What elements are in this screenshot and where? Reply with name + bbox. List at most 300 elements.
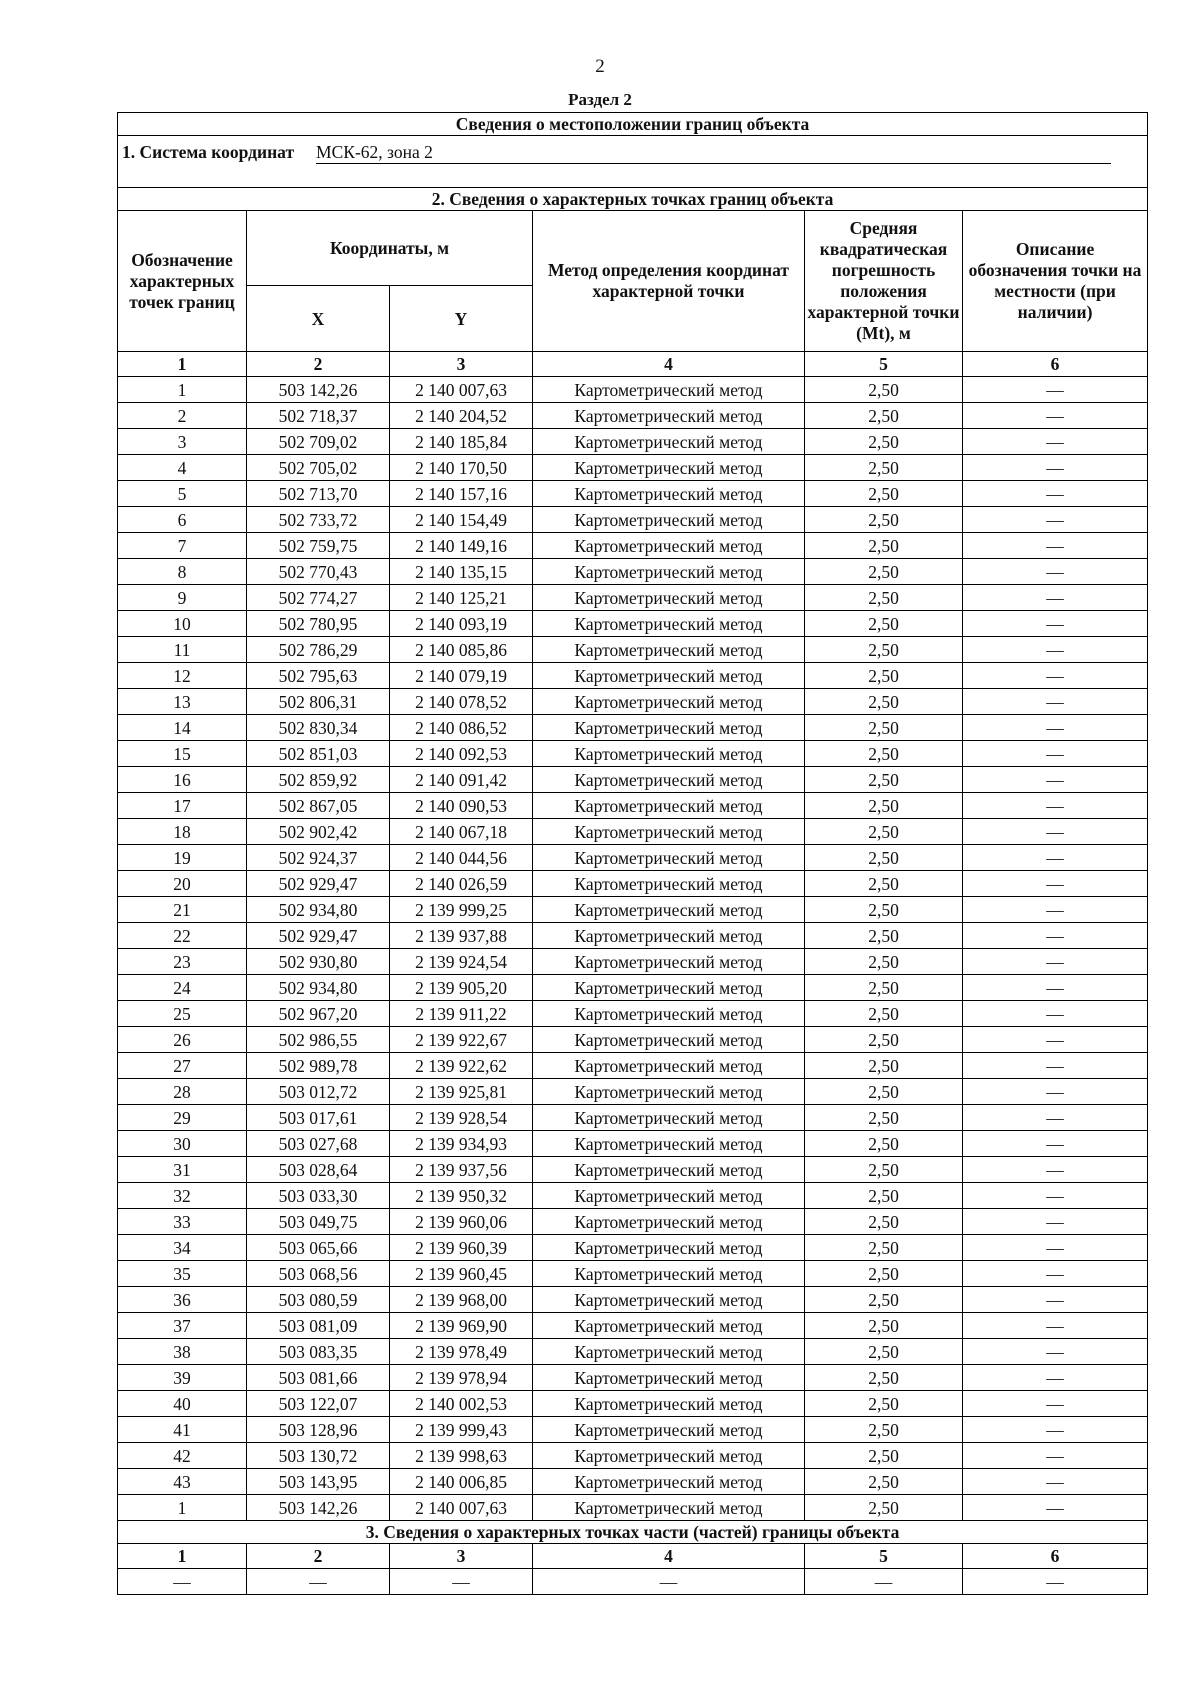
point-method: Картометрический метод <box>533 1287 805 1313</box>
point-error: 2,50 <box>805 1417 963 1443</box>
point-x: 502 713,70 <box>247 481 390 507</box>
point-x: 502 786,29 <box>247 637 390 663</box>
point-description: — <box>963 1495 1148 1521</box>
point-y: 2 139 960,39 <box>390 1235 533 1261</box>
point-method: Картометрический метод <box>533 767 805 793</box>
point-description: — <box>963 845 1148 871</box>
table-row <box>118 429 1148 455</box>
point-description: — <box>963 1053 1148 1079</box>
point-description: — <box>963 1183 1148 1209</box>
table-row <box>118 715 1148 741</box>
point-method: Картометрический метод <box>533 481 805 507</box>
point-description: — <box>963 481 1148 507</box>
point-error: 2,50 <box>805 871 963 897</box>
point-method: Картометрический метод <box>533 975 805 1001</box>
point-number: 18 <box>118 819 247 845</box>
point-number: 36 <box>118 1287 247 1313</box>
point-description: — <box>963 507 1148 533</box>
point-x: 503 028,64 <box>247 1157 390 1183</box>
point-x: 503 049,75 <box>247 1209 390 1235</box>
point-x: 502 733,72 <box>247 507 390 533</box>
point-number: 23 <box>118 949 247 975</box>
point-error: 2,50 <box>805 1391 963 1417</box>
point-number: 32 <box>118 1183 247 1209</box>
point-description: — <box>963 689 1148 715</box>
point-error: 2,50 <box>805 1365 963 1391</box>
parts-empty-cell: — <box>118 1569 247 1595</box>
point-error: 2,50 <box>805 663 963 689</box>
point-description: — <box>963 897 1148 923</box>
point-x: 503 080,59 <box>247 1287 390 1313</box>
table-row <box>118 793 1148 819</box>
point-number: 35 <box>118 1261 247 1287</box>
parts-column-number: 4 <box>533 1544 805 1569</box>
parts-column-number: 5 <box>805 1544 963 1569</box>
point-y: 2 140 085,86 <box>390 637 533 663</box>
table-row <box>118 1261 1148 1287</box>
point-error: 2,50 <box>805 923 963 949</box>
point-error: 2,50 <box>805 559 963 585</box>
point-number: 15 <box>118 741 247 767</box>
point-y: 2 139 960,45 <box>390 1261 533 1287</box>
point-x: 503 142,26 <box>247 377 390 403</box>
point-description: — <box>963 949 1148 975</box>
point-number: 33 <box>118 1209 247 1235</box>
point-method: Картометрический метод <box>533 897 805 923</box>
parts-column-number: 2 <box>247 1544 390 1569</box>
point-method: Картометрический метод <box>533 1339 805 1365</box>
table-row <box>118 455 1148 481</box>
point-number: 13 <box>118 689 247 715</box>
point-method: Картометрический метод <box>533 923 805 949</box>
point-y: 2 139 922,62 <box>390 1053 533 1079</box>
point-x: 503 081,09 <box>247 1313 390 1339</box>
point-method: Картометрический метод <box>533 507 805 533</box>
point-method: Картометрический метод <box>533 1105 805 1131</box>
point-method: Картометрический метод <box>533 793 805 819</box>
point-description: — <box>963 455 1148 481</box>
point-y: 2 140 007,63 <box>390 377 533 403</box>
point-description: — <box>963 715 1148 741</box>
table-row <box>118 975 1148 1001</box>
table-row <box>118 1183 1148 1209</box>
point-error: 2,50 <box>805 1469 963 1495</box>
point-y: 2 139 928,54 <box>390 1105 533 1131</box>
point-x: 502 967,20 <box>247 1001 390 1027</box>
table-row <box>118 637 1148 663</box>
point-x: 502 902,42 <box>247 819 390 845</box>
point-y: 2 139 978,94 <box>390 1365 533 1391</box>
point-y: 2 139 937,56 <box>390 1157 533 1183</box>
point-y: 2 140 170,50 <box>390 455 533 481</box>
point-error: 2,50 <box>805 845 963 871</box>
point-x: 502 934,80 <box>247 975 390 1001</box>
column-number: 5 <box>805 352 963 377</box>
point-x: 502 806,31 <box>247 689 390 715</box>
point-number: 22 <box>118 923 247 949</box>
point-x: 503 065,66 <box>247 1235 390 1261</box>
point-x: 502 851,03 <box>247 741 390 767</box>
table-row <box>118 1339 1148 1365</box>
point-number: 28 <box>118 1079 247 1105</box>
point-y: 2 139 968,00 <box>390 1287 533 1313</box>
point-description: — <box>963 1157 1148 1183</box>
point-x: 502 795,63 <box>247 663 390 689</box>
point-method: Картометрический метод <box>533 871 805 897</box>
point-method: Картометрический метод <box>533 403 805 429</box>
point-number: 29 <box>118 1105 247 1131</box>
table-row <box>118 767 1148 793</box>
table-row <box>118 819 1148 845</box>
point-y: 2 140 149,16 <box>390 533 533 559</box>
point-method: Картометрический метод <box>533 741 805 767</box>
point-method: Картометрический метод <box>533 1157 805 1183</box>
point-description: — <box>963 1261 1148 1287</box>
coordinate-system-row <box>118 136 1148 188</box>
point-y: 2 140 006,85 <box>390 1469 533 1495</box>
point-x: 502 859,92 <box>247 767 390 793</box>
point-x: 503 017,61 <box>247 1105 390 1131</box>
table-row <box>118 1105 1148 1131</box>
point-method: Картометрический метод <box>533 1209 805 1235</box>
table-title: Сведения о местоположении границ объекта <box>118 113 1148 136</box>
point-y: 2 140 154,49 <box>390 507 533 533</box>
column-number: 3 <box>390 352 533 377</box>
table-row <box>118 1053 1148 1079</box>
point-error: 2,50 <box>805 585 963 611</box>
point-error: 2,50 <box>805 403 963 429</box>
points-section-title: 2. Сведения о характерных точках границ объекта <box>118 188 1148 211</box>
point-number: 1 <box>118 1495 247 1521</box>
parts-column-number: 6 <box>963 1544 1148 1569</box>
page-number: 2 <box>595 56 605 77</box>
point-description: — <box>963 1469 1148 1495</box>
point-x: 503 142,26 <box>247 1495 390 1521</box>
header-method: Метод определения координат характерной точки <box>533 211 805 352</box>
table-row <box>118 377 1148 403</box>
point-x: 503 068,56 <box>247 1261 390 1287</box>
point-error: 2,50 <box>805 689 963 715</box>
table-row <box>118 533 1148 559</box>
point-method: Картометрический метод <box>533 559 805 585</box>
point-number: 6 <box>118 507 247 533</box>
point-description: — <box>963 1235 1148 1261</box>
table-row <box>118 1027 1148 1053</box>
point-x: 502 830,34 <box>247 715 390 741</box>
table-row <box>118 585 1148 611</box>
column-number: 2 <box>247 352 390 377</box>
point-y: 2 140 157,16 <box>390 481 533 507</box>
point-y: 2 140 007,63 <box>390 1495 533 1521</box>
point-x: 502 986,55 <box>247 1027 390 1053</box>
table-row <box>118 1495 1148 1521</box>
point-method: Картометрический метод <box>533 845 805 871</box>
point-y: 2 140 086,52 <box>390 715 533 741</box>
point-description: — <box>963 767 1148 793</box>
point-description: — <box>963 1443 1148 1469</box>
point-y: 2 139 925,81 <box>390 1079 533 1105</box>
table-row <box>118 741 1148 767</box>
point-description: — <box>963 1105 1148 1131</box>
point-y: 2 139 934,93 <box>390 1131 533 1157</box>
point-x: 502 867,05 <box>247 793 390 819</box>
point-description: — <box>963 741 1148 767</box>
table-row <box>118 689 1148 715</box>
point-error: 2,50 <box>805 1105 963 1131</box>
table-row <box>118 923 1148 949</box>
point-x: 502 929,47 <box>247 871 390 897</box>
point-x: 502 718,37 <box>247 403 390 429</box>
point-description: — <box>963 663 1148 689</box>
point-y: 2 140 093,19 <box>390 611 533 637</box>
table-row <box>118 1209 1148 1235</box>
point-description: — <box>963 611 1148 637</box>
point-description: — <box>963 1417 1148 1443</box>
point-y: 2 140 185,84 <box>390 429 533 455</box>
coordinate-system-value: МСК-62, зона 2 <box>316 143 1111 164</box>
point-error: 2,50 <box>805 975 963 1001</box>
point-number: 30 <box>118 1131 247 1157</box>
point-description: — <box>963 871 1148 897</box>
point-y: 2 140 002,53 <box>390 1391 533 1417</box>
point-y: 2 139 937,88 <box>390 923 533 949</box>
point-method: Картометрический метод <box>533 1183 805 1209</box>
point-x: 502 934,80 <box>247 897 390 923</box>
point-error: 2,50 <box>805 1339 963 1365</box>
point-y: 2 140 026,59 <box>390 871 533 897</box>
point-y: 2 140 091,42 <box>390 767 533 793</box>
point-description: — <box>963 1365 1148 1391</box>
point-description: — <box>963 819 1148 845</box>
table-row <box>118 1417 1148 1443</box>
point-description: — <box>963 975 1148 1001</box>
point-y: 2 139 998,63 <box>390 1443 533 1469</box>
point-y: 2 140 092,53 <box>390 741 533 767</box>
point-description: — <box>963 585 1148 611</box>
point-number: 20 <box>118 871 247 897</box>
point-method: Картометрический метод <box>533 637 805 663</box>
table-row <box>118 1235 1148 1261</box>
point-y: 2 139 922,67 <box>390 1027 533 1053</box>
point-error: 2,50 <box>805 1261 963 1287</box>
table-row <box>118 1443 1148 1469</box>
point-number: 39 <box>118 1365 247 1391</box>
point-y: 2 140 090,53 <box>390 793 533 819</box>
point-y: 2 140 078,52 <box>390 689 533 715</box>
point-method: Картометрический метод <box>533 689 805 715</box>
parts-section-title: 3. Сведения о характерных точках части (частей) границы объекта <box>118 1521 1148 1544</box>
point-number: 25 <box>118 1001 247 1027</box>
point-number: 12 <box>118 663 247 689</box>
point-method: Картометрический метод <box>533 585 805 611</box>
point-description: — <box>963 559 1148 585</box>
point-error: 2,50 <box>805 429 963 455</box>
table-row <box>118 481 1148 507</box>
point-x: 503 033,30 <box>247 1183 390 1209</box>
table-row <box>118 663 1148 689</box>
point-y: 2 140 079,19 <box>390 663 533 689</box>
point-number: 4 <box>118 455 247 481</box>
table-row <box>118 897 1148 923</box>
table-row <box>118 871 1148 897</box>
point-method: Картометрический метод <box>533 819 805 845</box>
point-number: 11 <box>118 637 247 663</box>
point-error: 2,50 <box>805 1495 963 1521</box>
point-error: 2,50 <box>805 507 963 533</box>
table-row <box>118 1079 1148 1105</box>
table-row <box>118 1391 1148 1417</box>
point-x: 503 143,95 <box>247 1469 390 1495</box>
point-error: 2,50 <box>805 377 963 403</box>
column-number: 4 <box>533 352 805 377</box>
point-method: Картометрический метод <box>533 1079 805 1105</box>
point-y: 2 140 204,52 <box>390 403 533 429</box>
point-error: 2,50 <box>805 1157 963 1183</box>
point-y: 2 139 978,49 <box>390 1339 533 1365</box>
header-x: X <box>247 286 390 352</box>
point-method: Картометрический метод <box>533 1417 805 1443</box>
point-number: 31 <box>118 1157 247 1183</box>
point-error: 2,50 <box>805 715 963 741</box>
point-method: Картометрический метод <box>533 1469 805 1495</box>
point-method: Картометрический метод <box>533 611 805 637</box>
point-description: — <box>963 1027 1148 1053</box>
parts-empty-cell: — <box>247 1569 390 1595</box>
table-row <box>118 1469 1148 1495</box>
table-row <box>118 1313 1148 1339</box>
point-method: Картометрический метод <box>533 1235 805 1261</box>
point-method: Картометрический метод <box>533 1365 805 1391</box>
table-row <box>118 1001 1148 1027</box>
column-number: 6 <box>963 352 1148 377</box>
point-error: 2,50 <box>805 637 963 663</box>
point-description: — <box>963 1339 1148 1365</box>
point-number: 8 <box>118 559 247 585</box>
table-row <box>118 1131 1148 1157</box>
point-method: Картометрический метод <box>533 949 805 975</box>
point-error: 2,50 <box>805 741 963 767</box>
point-number: 3 <box>118 429 247 455</box>
point-description: — <box>963 377 1148 403</box>
table-row <box>118 611 1148 637</box>
point-number: 34 <box>118 1235 247 1261</box>
point-number: 24 <box>118 975 247 1001</box>
point-method: Картометрический метод <box>533 533 805 559</box>
point-y: 2 140 044,56 <box>390 845 533 871</box>
parts-empty-cell: — <box>805 1569 963 1595</box>
point-y: 2 139 911,22 <box>390 1001 533 1027</box>
point-number: 37 <box>118 1313 247 1339</box>
point-description: — <box>963 533 1148 559</box>
point-method: Картометрический метод <box>533 1495 805 1521</box>
parts-empty-cell: — <box>963 1569 1148 1595</box>
point-method: Картометрический метод <box>533 1001 805 1027</box>
point-number: 5 <box>118 481 247 507</box>
point-method: Картометрический метод <box>533 429 805 455</box>
point-number: 26 <box>118 1027 247 1053</box>
point-error: 2,50 <box>805 949 963 975</box>
header-error: Средняя квадратическая погрешность положения характерной точки (Mt), м <box>805 211 963 352</box>
point-error: 2,50 <box>805 1183 963 1209</box>
point-y: 2 139 999,43 <box>390 1417 533 1443</box>
point-number: 38 <box>118 1339 247 1365</box>
point-x: 502 709,02 <box>247 429 390 455</box>
table-row <box>118 403 1148 429</box>
point-y: 2 140 135,15 <box>390 559 533 585</box>
point-error: 2,50 <box>805 767 963 793</box>
point-description: — <box>963 1079 1148 1105</box>
column-number: 1 <box>118 352 247 377</box>
point-number: 43 <box>118 1469 247 1495</box>
table-row <box>118 559 1148 585</box>
point-error: 2,50 <box>805 611 963 637</box>
parts-empty-cell: — <box>533 1569 805 1595</box>
point-x: 502 929,47 <box>247 923 390 949</box>
point-description: — <box>963 1287 1148 1313</box>
table-row <box>118 1365 1148 1391</box>
point-number: 21 <box>118 897 247 923</box>
point-x: 502 774,27 <box>247 585 390 611</box>
point-method: Картометрический метод <box>533 663 805 689</box>
boundary-table <box>117 112 1148 1595</box>
point-error: 2,50 <box>805 1235 963 1261</box>
point-description: — <box>963 1131 1148 1157</box>
point-description: — <box>963 793 1148 819</box>
header-description: Описание обозначения точки на местности (при наличии) <box>963 211 1148 352</box>
header-y: Y <box>390 286 533 352</box>
point-description: — <box>963 923 1148 949</box>
point-y: 2 139 905,20 <box>390 975 533 1001</box>
point-number: 1 <box>118 377 247 403</box>
point-x: 503 128,96 <box>247 1417 390 1443</box>
point-y: 2 139 960,06 <box>390 1209 533 1235</box>
point-x: 502 924,37 <box>247 845 390 871</box>
point-error: 2,50 <box>805 1443 963 1469</box>
parts-empty-cell: — <box>390 1569 533 1595</box>
point-error: 2,50 <box>805 1027 963 1053</box>
point-error: 2,50 <box>805 819 963 845</box>
point-method: Картометрический метод <box>533 377 805 403</box>
point-method: Картометрический метод <box>533 455 805 481</box>
point-error: 2,50 <box>805 1053 963 1079</box>
point-number: 41 <box>118 1417 247 1443</box>
point-error: 2,50 <box>805 897 963 923</box>
point-description: — <box>963 1391 1148 1417</box>
point-x: 503 012,72 <box>247 1079 390 1105</box>
point-description: — <box>963 1001 1148 1027</box>
point-method: Картометрический метод <box>533 715 805 741</box>
parts-column-number: 1 <box>118 1544 247 1569</box>
point-x: 503 081,66 <box>247 1365 390 1391</box>
point-method: Картометрический метод <box>533 1053 805 1079</box>
point-error: 2,50 <box>805 1131 963 1157</box>
table-row <box>118 949 1148 975</box>
point-x: 503 027,68 <box>247 1131 390 1157</box>
coordinate-system-label: 1. Система координат <box>122 142 295 162</box>
point-x: 502 770,43 <box>247 559 390 585</box>
point-method: Картометрический метод <box>533 1313 805 1339</box>
point-number: 16 <box>118 767 247 793</box>
table-row <box>118 1157 1148 1183</box>
table-row <box>118 507 1148 533</box>
point-y: 2 140 125,21 <box>390 585 533 611</box>
point-number: 27 <box>118 1053 247 1079</box>
point-number: 9 <box>118 585 247 611</box>
point-y: 2 139 924,54 <box>390 949 533 975</box>
point-x: 502 780,95 <box>247 611 390 637</box>
point-error: 2,50 <box>805 1001 963 1027</box>
header-designation: Обозначение характерных точек границ <box>118 211 247 352</box>
